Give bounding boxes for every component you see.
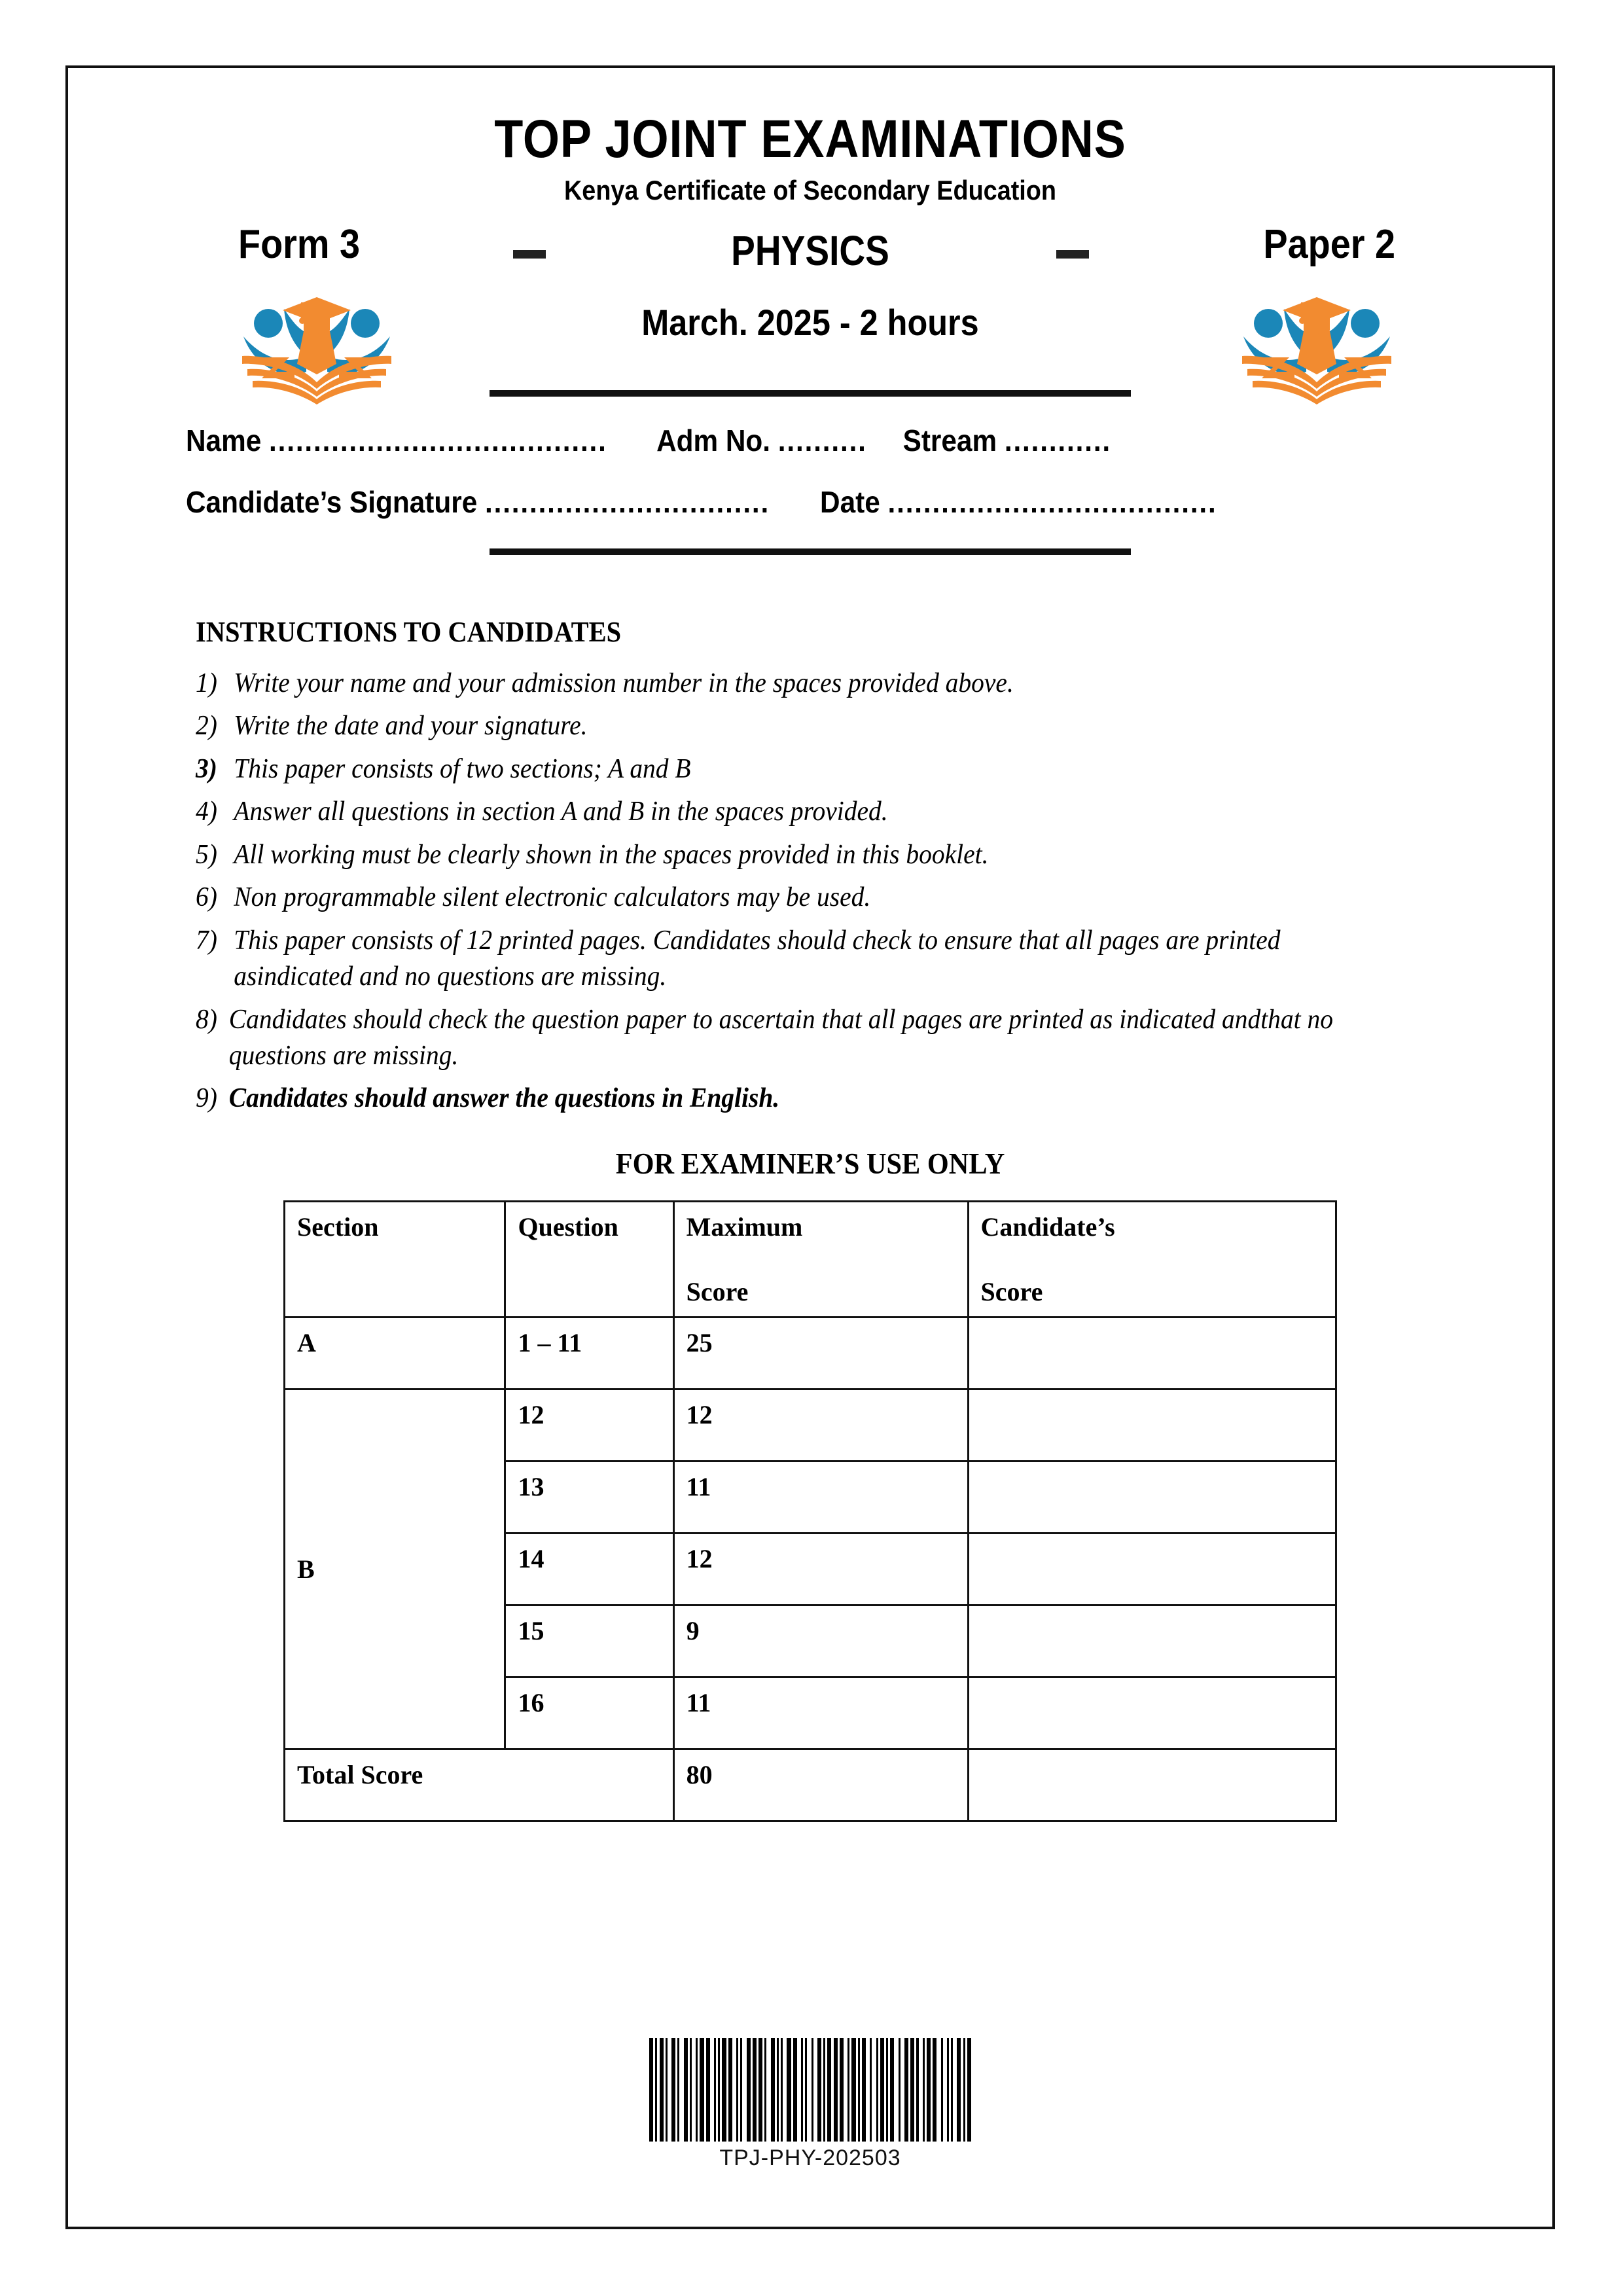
cell-total-candidate[interactable]	[968, 1749, 1336, 1821]
cell-question: 15	[505, 1605, 673, 1677]
instruction-number: 5)	[196, 839, 217, 870]
instruction-number: 7)	[196, 925, 217, 956]
cell-candidate-score[interactable]	[968, 1533, 1336, 1605]
table-row	[285, 1317, 1336, 1389]
cell-candidate-score[interactable]	[968, 1389, 1336, 1461]
signature-input-dots[interactable]: ................................	[484, 485, 770, 519]
stream-label: Stream	[902, 423, 997, 457]
header-maximum-line1: Maximum	[686, 1211, 803, 1242]
exam-paper-page	[65, 65, 1555, 2229]
subject-title: PHYSICS	[731, 227, 889, 274]
cell-question: 1 – 11	[505, 1317, 673, 1389]
cell-section: A	[285, 1317, 505, 1389]
header-meta-band	[68, 209, 1552, 373]
cell-maximum: 9	[673, 1605, 968, 1677]
cell-question: 12	[505, 1389, 673, 1461]
table-header-row	[285, 1201, 1336, 1317]
cell-maximum: 12	[673, 1533, 968, 1605]
cell-candidate-score[interactable]	[968, 1605, 1336, 1677]
cell-maximum: 25	[673, 1317, 968, 1389]
instruction-item	[196, 1081, 1403, 1117]
stream-input-dots[interactable]: ............	[1004, 423, 1112, 457]
examiner-table-wrapper	[283, 1200, 1337, 1822]
instruction-item	[196, 837, 1403, 873]
header-divider-bottom	[490, 548, 1131, 555]
name-input-dots[interactable]: ......................................	[269, 423, 607, 457]
form-level-label: Form 3	[238, 222, 361, 267]
header-question-label: Question	[518, 1211, 618, 1242]
instruction-text: Write the date and your signature.	[234, 711, 588, 742]
exam-body-title: TOP JOINT EXAMINATIONS	[494, 109, 1126, 169]
cell-question: 16	[505, 1677, 673, 1749]
instruction-number: 6)	[196, 882, 217, 913]
date-input-dots[interactable]: .....................................	[887, 485, 1217, 519]
header-candidate-line1: Candidate’s	[980, 1211, 1115, 1242]
instruction-text: Answer all questions in section A and B in the spaces provided.	[234, 797, 888, 827]
instruction-item	[196, 666, 1403, 702]
dash-separator-right-icon	[1056, 250, 1089, 259]
cell-question: 14	[505, 1533, 673, 1605]
header-divider-top	[490, 390, 1131, 397]
exam-header	[68, 109, 1552, 555]
instructions-section	[68, 615, 1552, 1117]
instruction-number: 8)	[196, 1004, 217, 1035]
instruction-number: 9)	[196, 1083, 217, 1114]
header-section	[285, 1201, 505, 1317]
instruction-item	[196, 794, 1403, 830]
cell-candidate-score[interactable]	[968, 1677, 1336, 1749]
instruction-number: 2)	[196, 711, 217, 742]
header-question	[505, 1201, 673, 1317]
instruction-text: Write your name and your admission number in the spaces provided above.	[234, 668, 1014, 698]
cell-maximum: 11	[673, 1677, 968, 1749]
table-row	[285, 1389, 1336, 1461]
instruction-text: This paper consists of two sections; A and B	[234, 753, 691, 784]
cell-total-maximum: 80	[673, 1749, 968, 1821]
instruction-text: Candidates should answer the questions in English.	[228, 1083, 780, 1114]
cell-total-label: Total Score	[285, 1749, 674, 1821]
instruction-item	[196, 1002, 1403, 1075]
paper-number-label: Paper 2	[1263, 222, 1395, 267]
name-label: Name	[186, 423, 262, 457]
instruction-text: All working must be clearly shown in the spaces provided in this booklet.	[234, 839, 989, 870]
instruction-item	[196, 751, 1403, 787]
cell-section-b: B	[285, 1389, 505, 1749]
cell-candidate-score[interactable]	[968, 1461, 1336, 1533]
candidate-name-line	[186, 423, 1443, 458]
barcode-area	[68, 2038, 1552, 2171]
candidate-signature-line	[186, 484, 1443, 520]
examiner-score-table	[283, 1200, 1337, 1822]
instruction-text: Non programmable silent electronic calculators may be used.	[234, 882, 871, 913]
instruction-item	[196, 880, 1403, 916]
date-label: Date	[820, 485, 880, 519]
cell-maximum: 12	[673, 1389, 968, 1461]
instruction-number: 3)	[196, 753, 217, 784]
instructions-list	[196, 666, 1480, 1117]
instructions-heading: INSTRUCTIONS TO CANDIDATES	[196, 616, 622, 648]
instruction-text: Candidates should check the question paper to ascertain that all pages are printed as indicated andthat no questions are missing.	[228, 1004, 1333, 1071]
exam-certificate-subtitle: Kenya Certificate of Secondary Education	[563, 175, 1057, 206]
barcode-label: TPJ-PHY-202503	[719, 2145, 901, 2170]
header-maximum-line2: Score	[686, 1276, 749, 1306]
instruction-item	[196, 708, 1403, 744]
cell-question: 13	[505, 1461, 673, 1533]
adm-input-dots[interactable]: ..........	[777, 423, 867, 457]
instruction-number: 1)	[196, 668, 217, 698]
header-candidate-line2: Score	[980, 1276, 1043, 1306]
instruction-number: 4)	[196, 797, 217, 827]
header-candidate-score	[968, 1201, 1336, 1317]
cell-maximum: 11	[673, 1461, 968, 1533]
examiner-table-title: FOR EXAMINER’S USE ONLY	[615, 1146, 1005, 1180]
cell-candidate-score[interactable]	[968, 1317, 1336, 1389]
header-section-label: Section	[297, 1211, 379, 1242]
instruction-item	[196, 923, 1403, 996]
signature-label: Candidate’s Signature	[186, 485, 478, 519]
header-maximum-score	[673, 1201, 968, 1317]
exam-date-duration: March. 2025 - 2 hours	[641, 302, 979, 343]
adm-label: Adm No.	[656, 423, 771, 457]
instruction-text: This paper consists of 12 printed pages. Candidates should check to ensure that all pages are printed asindicated and no questions are missing.	[234, 925, 1281, 992]
barcode-bars-icon	[649, 2038, 971, 2142]
barcode	[649, 2038, 971, 2171]
table-total-row	[285, 1749, 1336, 1821]
